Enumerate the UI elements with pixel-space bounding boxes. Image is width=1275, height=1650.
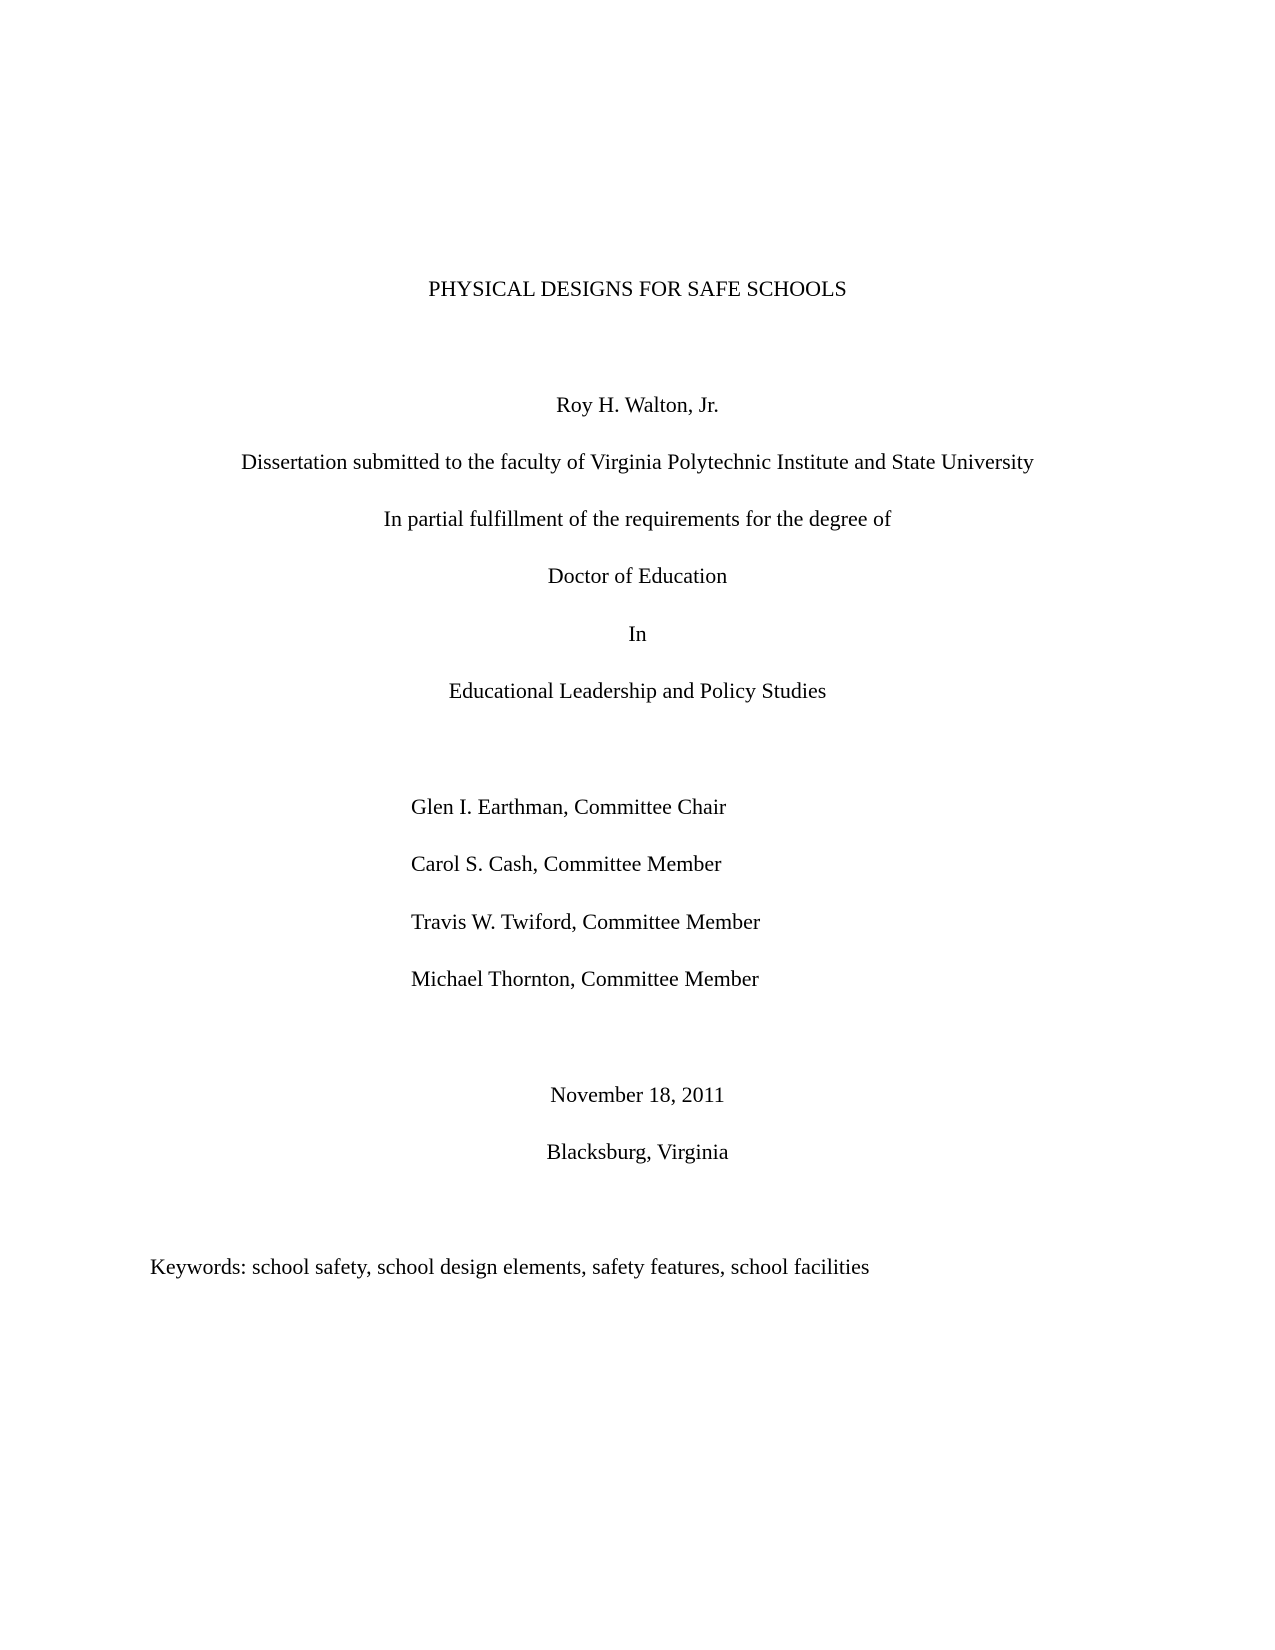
fulfillment-statement: In partial fulfillment of the requirements for the degree of (383, 506, 892, 531)
committee-member: Travis W. Twiford, Committee Member (411, 909, 761, 934)
location: Blacksburg, Virginia (546, 1139, 729, 1164)
keywords: Keywords: school safety, school design elements, safety features, school facilities (150, 1254, 870, 1279)
in-connector: In (628, 621, 647, 646)
dissertation-title: PHYSICAL DESIGNS FOR SAFE SCHOOLS (428, 276, 847, 301)
defense-date: November 18, 2011 (550, 1082, 725, 1107)
program-name: Educational Leadership and Policy Studies (448, 678, 827, 703)
committee-member: Michael Thornton, Committee Member (411, 966, 759, 991)
committee-member: Carol S. Cash, Committee Member (411, 851, 722, 876)
submission-statement: Dissertation submitted to the faculty of Virginia Polytechnic Institute and State University (241, 449, 1034, 474)
author-name: Roy H. Walton, Jr. (556, 392, 719, 417)
committee-member: Glen I. Earthman, Committee Chair (411, 794, 727, 819)
degree-name: Doctor of Education (547, 563, 728, 588)
